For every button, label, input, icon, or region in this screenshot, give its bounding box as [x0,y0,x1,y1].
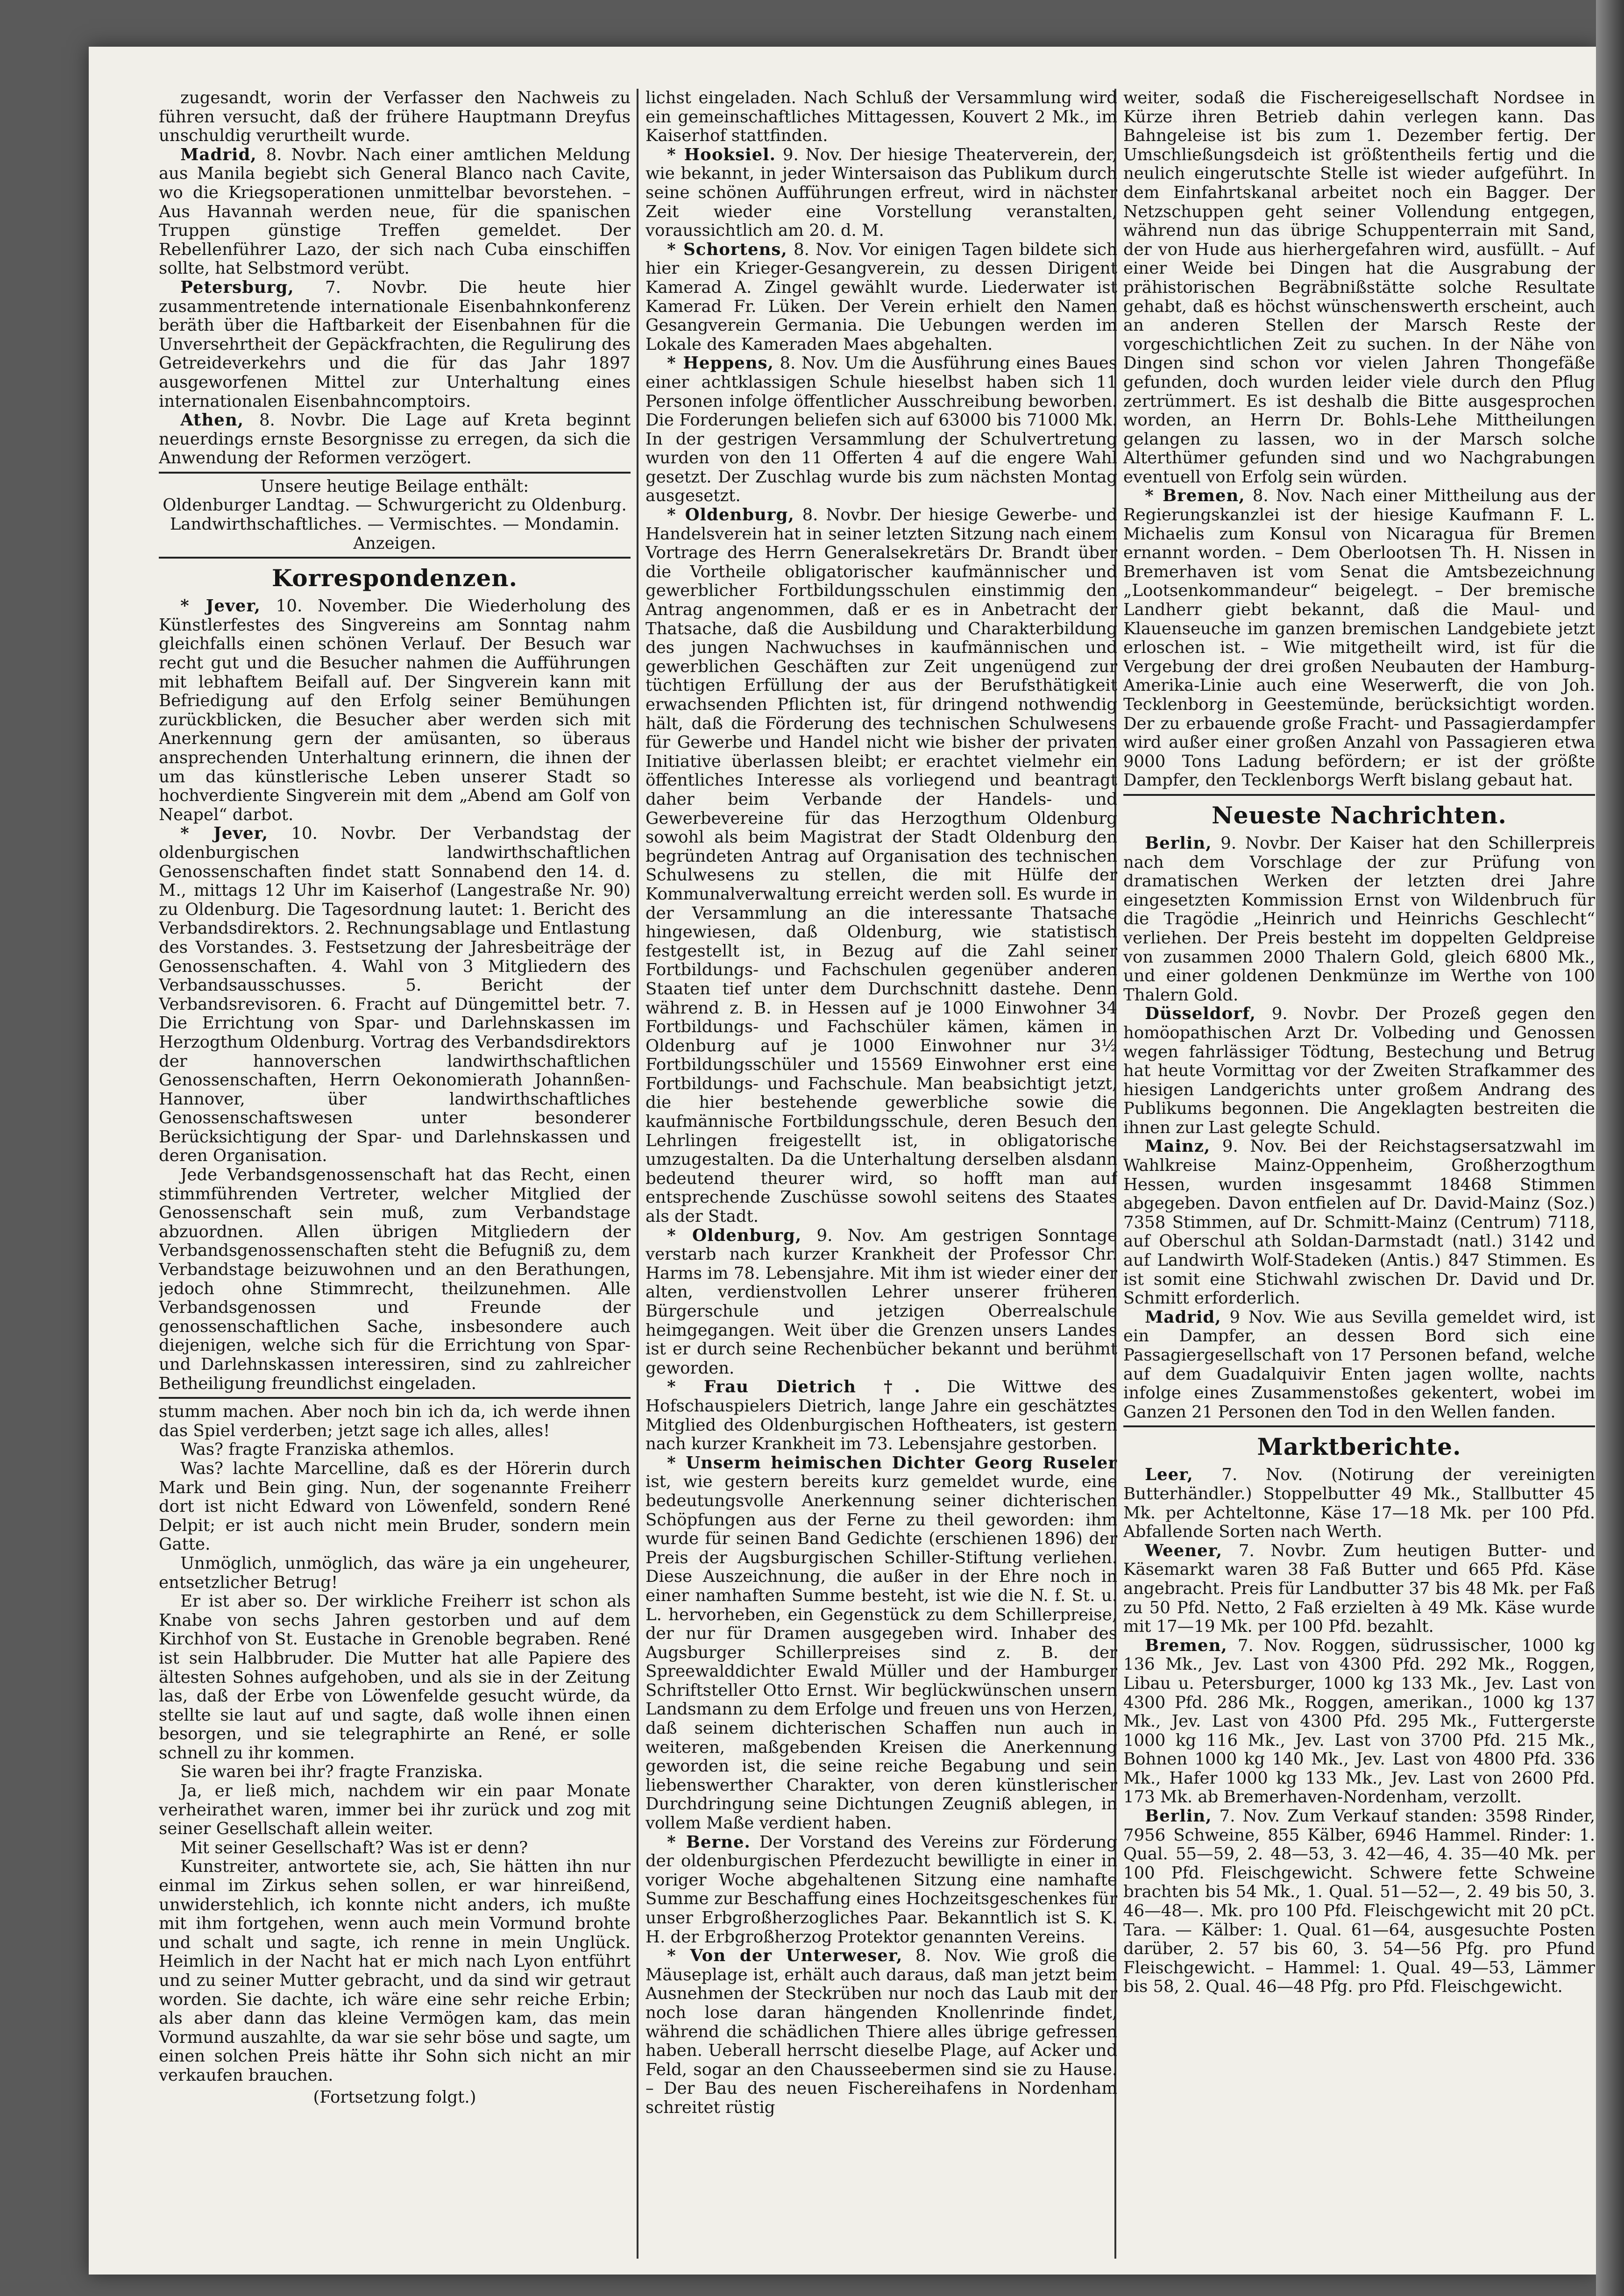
dateline: Berlin, [1145,1807,1212,1826]
article-paragraph [159,824,631,1166]
article-paragraph [159,89,631,146]
article-text: 9. Novbr. Der Kaiser hat den Schillerpreis nach dem Vorschlage der zur Prüfung von dramatischen Werken der letzten drei Jahre eingesetzten Kommission Ernst von Wildenbruch für die Tragödie „Heinrich und Heinrichs Geschlecht“ verliehen. Der Preis besteht im doppelten Geldpreise von zusammen 2000 Thalern Gold, gleich 6800 Mk., und einer goldenen Denkmünze im Werthe von 100 Thalern Gold. [1123,833,1595,1005]
article-paragraph [1123,1807,1595,1997]
article-paragraph [159,1857,631,2085]
page-edge-shadow [1596,0,1624,2296]
article-text: weiter, sodaß die Fischereigesellschaft Nordsee in Kürze ihren Betrieb dahin verlegen kann. Das Bahngeleise ist bis zum 1. Dezember fertig. Der Umschließungsdeich ist größtentheils fertig und die neulich eingerutschte Stelle ist wieder aufgeführt. In dem Einfahrtskanal arbeitet noch ein Bagger. Der Netzschuppen geht seiner Vollendung entgegen, während nun das übrige Schuppenterrain mit Sand, der von Hude aus hierhergefahren wird, ausfüllt. – Auf einer Weide bei Dingen hat die Ausgrabung der prähistorischen Begräbnißstätte solche Resultate gehabt, daß es höchst wünschenswerth erscheint, auch an anderen Stellen der Marsch Reste der vorgeschichtlichen Zeit zu suchen. In der Nähe von Dingen sind schon vor vielen Jahren Thongefäße gefunden, doch wurden leider viele durch den Pflug zertrümmert. Es ist deshalb die Bitte ausgesprochen worden, an Herrn Dr. Bohls-Lehe Mittheilungen gelangen zu lassen, wo in der Marsch solche Alterthümer gefunden sind und wo Nachgrabungen eventuell von Erfolg sein würden. [1123,89,1595,487]
dateline: * Hooksiel. [667,145,776,164]
section-heading-korrespondenzen: Korrespondenzen. [271,564,518,592]
article-paragraph [645,241,1117,354]
article-paragraph [159,1839,631,1858]
article-paragraph [1123,1542,1595,1637]
article-text: 7. Nov. (Notirung der vereinigten Butterhändler.) Stoppelbutter 49 Mk., Stallbutter 45 Mk. per Achteltonne, Käse 17—18 Mk. per 100 Pfd. Abfallende Sorten nach Werth. [1123,1465,1595,1542]
article-paragraph [1123,1005,1595,1137]
article-text: Die Wittwe des Hofschauspielers Dietrich, lange Jahre ein geschätztes Mitglied des Oldenburgischen Hoftheaters, ist gestern nach kurzer Krankheit im 73. Lebensjahre gestorben. [645,1377,1117,1454]
article-paragraph [159,278,631,411]
correspondence-list [159,597,631,1393]
article-text: 9 Nov. Wie aus Sevilla gemeldet wird, ist ein Dampfer, an dessen Bord sich eine Passagiergesellschaft von 17 Personen befand, welche auf dem Guadalquivir Enten jagen wollte, nachts infolge eines Zusammenstoßes gekentert, wobei im Ganzen 21 Personen den Tod in den Wellen fanden. [1123,1307,1595,1422]
dateline: Madrid, [180,145,257,164]
article-text: 8. Nov. Um die Ausführung eines Baues einer achtklassigen Schule hieselbst haben sich 11 Personen infolge öffentlicher Ausschreibung beworben. Die Forderungen beliefen sich auf 63000 bis 71000 Mk. In der gestrigen Versammlung der Schulvertretung wurden von den 11 Offerten 4 auf die engere Wahl gesetzt. Der Zuschlag wurde bis zum nächsten Montag ausgesetzt. [645,354,1117,506]
dateline: Athen, [180,411,244,430]
article-paragraph [1123,487,1595,790]
article-text: Mit seiner Gesellschaft? Was ist er denn? [180,1838,528,1857]
dateline: * Bremen, [1145,486,1245,506]
dateline: Petersburg, [180,277,294,297]
divider [1123,794,1595,796]
article-text: 8. Novbr. Nach einer amtlichen Meldung aus Manila begiebt sich General Blanco nach Cavite, wo die Kriegsoperationen unmittelbar bevorstehen. – Aus Havannah werden neue, für die spanischen Truppen günstige Treffen gemeldet. Der Rebellenführer Lazo, der sich nach Cuba einschiffen sollte, hat Selbstmord verübt. [159,145,631,278]
divider [159,557,631,559]
dateline: Mainz, [1145,1137,1211,1156]
feuilleton-divider [159,1397,631,1399]
dateline: * Heppens, [667,354,774,373]
article-text: Er ist aber so. Der wirkliche Freiherr ist schon als Knabe von sechs Jahren gestorben und auf dem Kirchhof von St. Eustache in Grenoble begraben. René ist sein Halbbruder. Die Mutter hat alle Papiere des ältesten Sohnes aufgehoben, und als sie in der Zeitung las, daß der Erbe von Löwenfelde gesucht würde, da stellte sie laut auf und sagte, daß wolle ihnen einen besorgen, und sie telegraphirte an René, er solle schnell zu ihr kommen. [159,1592,631,1763]
dateline: Bremen, [1145,1636,1227,1655]
article-paragraph [1123,1637,1595,1807]
market-list [1123,1466,1595,1997]
article-paragraph [645,146,1117,241]
column-2 [645,89,1117,2259]
article-paragraph [645,1454,1117,1833]
article-paragraph [645,1378,1117,1453]
dateline: * Jever, [180,596,261,616]
column-1 [159,89,631,2259]
article-paragraph [159,1763,631,1782]
news-list [1123,834,1595,1422]
article-paragraph [159,1592,631,1763]
article-text: 8. Novbr. Die Lage auf Kreta beginnt neuerdings ernste Besorgnisse zu erregen, da sich die Anwendung der Reformen verzögert. [159,411,631,468]
column-rule-1 [637,89,638,2259]
dateline: * Berne. [667,1832,751,1852]
dateline: * Frau Dietrich †. [667,1377,921,1397]
section-heading-marktberichte: Marktberichte. [1257,1433,1461,1461]
article-text: Kunstreiter, antwortete sie, ach, Sie hätten ihn nur einmal im Zirkus sehen sollen, er war hinreißend, unwiderstehlich, ich konnte nicht anders, ich mußte mit ihm fortgehen, wenn auch mein Vormund brohte und schalt und sagte, ich renne in mein Unglück. Heimlich in der Nacht hat er mich nach Lyon entführt und zu seiner Mutter gebracht, und da sind wir getraut worden. Sie dachte, ich wäre eine sehr reiche Erbin; als aber dann das kleine Vermögen kam, das mein Vormund auszahlte, da war sie sehr böse und sagte, um einen solchen Preis hätte ihr Sohn sich nicht an mir verkaufen brauchen. [159,1857,631,2085]
article-paragraph [159,1554,631,1592]
article-text: 9. Novbr. Der Prozeß gegen den homöopathischen Arzt Dr. Volbeding und Genossen wegen fahrlässiger Tödtung, Bestechung und Betrug hat heute Vormittag vor der Zweiten Strafkammer des hiesigen Landgerichts unter großem Andrang des Publikums begonnen. Die Angeklagten bestreiten die ihnen zur Last gelegte Schuld. [1123,1004,1595,1137]
article-paragraph [645,506,1117,1226]
article-paragraph [1123,1137,1595,1308]
article-paragraph [159,1403,631,1440]
article-text: lichst eingeladen. Nach Schluß der Versammlung wird ein gemeinschaftliches Mittagessen, Kouvert 2 Mk., im Kaiserhof stattfinden. [645,89,1117,146]
divider [1123,1425,1595,1427]
article-text: 9. Nov. Der hiesige Theaterverein, der, wie bekannt, in jeder Wintersaison das Publikum durch seine schönen Aufführungen erfreut, wird in nächster Zeit wieder eine Vorstellung veranstalten, voraussichtlich am 20. d. M. [645,145,1117,241]
column-3 [1123,89,1595,2259]
fortsetzung-note: (Fortsetzung folgt.) [313,2087,476,2107]
article-paragraph [645,1947,1117,2117]
article-text: 8. Nov. Wie groß die Mäuseplage ist, erhält auch daraus, daß man jetzt beim Ausnehmen der Steckrüben nur noch das Laub mit der noch lose daran hängenden Knollenrinde findet, während die schädlichen Thiere alles übrige gefressen haben. Ueberall herrscht dieselbe Plage, auf Acker und Feld, sogar an den Chausseebermen sind sie zu Hause. – Der Bau des neuen Fischereihafens in Nordenham schreitet rüstig [645,1946,1117,2117]
dateline: * Von der Unterweser, [667,1946,903,1966]
article-paragraph [1123,834,1595,1005]
article-paragraph [1123,89,1595,487]
article-text: 7. Nov. Zum Verkauf standen: 3598 Rinder, 7956 Schweine, 855 Kälber, 6946 Hammel. Rinder: 1. Qual. 55—59, 2. 48—53, 3. 42—46, 4. 35—40 Mk. per 100 Pfd. Fleischgewicht. Schwere fette Schweine brachten bis 54 Mk., 1. Qual. 51—52—, 2. 49 bis 50, 3. 46—48—. Mk. pro 100 Pfd. Fleischgewicht mit 20 pCt. Tara. — Kälber: 1. Qual. 61—64, ausgesuchte Posten darüber, 2. 57 bis 60, 3. 54—56 Pfg. pro Pfund Fleischgewicht. – Hammel: 1. Qual. 49—53, Lämmer bis 58, 2. Qual. 46—48 Pfg. pro Pfd. Fleischgewicht. [1123,1807,1595,1997]
dateline: * Jever, [180,824,269,843]
divider [159,472,631,474]
article-text: Jede Verbandsgenossenschaft hat das Recht, einen stimmführenden Vertreter, welcher Mitglied der Genossenschaft sein muß, zum Verbandstage abzuordnen. Allen übrigen Mitgliedern der Verbandsgenossenschaften steht die Befugniß zu, dem Verbandstage beizuwohnen und an den Berathungen, jedoch ohne Stimmrecht, theilzunehmen. Alle Verbandsgenossen und Freunde der genossenschaftlichen Sache, insbesondere auch diejenigen, welche sich für die Errichtung von Spar- und Darlehnskassen interessiren, sind zu zahlreicher Betheiligung freundlichst eingeladen. [159,1165,631,1393]
dateline: Weener, [1145,1541,1223,1560]
article-text: Was? fragte Franziska athemlos. [180,1440,454,1460]
dateline: * Unserm heimischen Dichter Georg Ruseler [667,1453,1117,1473]
article-text: ist, wie gestern bereits kurz gemeldet wurde, eine bedeutungsvolle Anerkennung seiner dichterischen Schöpfungen aus der Ferne zu theil geworden: ihm wurde für seinen Band Gedichte (erschienen 1896) der Preis der Augsburgischen Schiller-Stiftung verliehen. Diese Auszeichnung, die außer in der Ehre noch in einer namhaften Summe besteht, ist wie die N. f. St. u. L. hervorheben, ein Gegenstück zu dem Schillerpreise, der nur für Dramen ausgegeben wird. Inhaber des Augsburger Schillerpreises sind z. B. der Spreewalddichter Ewald Müller und der Hamburger Schriftsteller Otto Ernst. Wir beglückwünschen unsern Landsmann zu dem Erfolge und freuen uns von Herzen, daß seinem dichterischen Schaffen nun auch in weiteren, maßgebenden Kreisen die Anerkennung geworden ist, die seine reiche Begabung und sein liebenswerther Charakter, von deren künstlerischer Durchdringung seine Dichtungen Zeugniß ablegen, in vollem Maße verdient haben. [645,1472,1117,1833]
dateline: Düsseldorf, [1145,1004,1256,1024]
feuilleton [159,1403,631,2085]
article-text: Der Vorstand des Vereins zur Förderung der oldenburgischen Pferdezucht bewilligte in einer in voriger Woche abgehaltenen Sitzung eine namhafte Summe zur Beschaffung eines Hochzeitsgeschenkes für unser Erbgroßherzogliches Paar. Bekanntlich ist S. K. H. der Erbgroßherzog Protektor genannten Vereins. [645,1832,1117,1947]
article-text: 8. Nov. Nach einer Mittheilung aus der Regierungskanzlei ist der hiesige Kaufmann F. L. Michaelis zum Konsul von Nicaragua für Bremen ernannt worden. – Dem Oberlootsen Th. H. Nissen in Bremerhaven ist vom Senat die Amtsbezeichnung „Lootsenkommandeur“ beigelegt. – Der bremische Landherr giebt bekannt, daß die Maul- und Klauenseuche im ganzen bremischen Landgebiete jetzt erloschen ist. – Wie mitgetheilt wird, ist für die Vergebung der drei großen Neubauten der Hamburg-Amerika-Linie auch eine Weserwerft, die von Joh. Tecklenborg in Geestemünde, berücksichtigt worden. Der zu erbauende große Fracht- und Passagierdampfer wird außer einer großen Anzahl von Passagieren etwa 9000 Tons Ladung befördern; er ist der größte Dampfer, den Tecklenborgs Werft bislang gebaut hat. [1123,486,1595,790]
article-paragraph [159,411,631,468]
article-paragraph [1123,1466,1595,1541]
article-text: 9. Nov. Am gestrigen Sonntage verstarb nach kurzer Krankheit der Professor Chr. Harms im 78. Lebensjahre. Mit ihm ist wieder einer der alten, verdienstvollen Lehrer unserer früheren Bürgerschule und jetzigen Oberrealschule heimgegangen. Weit über die Grenzen unsers Landes ist er durch seine Rechenbücher bekannt und berühmt geworden. [645,1226,1117,1378]
article-text: Ja, er ließ mich, nachdem wir ein paar Monate verheirathet waren, immer bei ihr zurück und zog mit seiner Gesellschaft allein weiter. [159,1781,631,1839]
article-text: 10. Novbr. Der Verbandstag der oldenburgischen landwirthschaftlichen Genossenschaften findet statt Sonnabend den 14. d. M., mittags 12 Uhr im Kaiserhof (Langestraße Nr. 90) zu Oldenburg. Die Tagesordnung lautet: 1. Bericht des Verbandsdirektors. 2. Rechnungsablage und Entlastung des Vorstandes. 3. Festsetzung der Jahresbeiträge der Genossenschaften. 4. Wahl von 3 Mitgliedern des Verbandsausschusses. 5. Bericht der Verbandsrevisoren. 6. Fracht auf Düngemittel betr. 7. Die Errichtung von Spar- und Darlehnskassen im Herzogthum Oldenburg. Vortrag des Verbandsdirektors der hannoverschen landwirthschaftlichen Genossenschaften, Herrn Oekonomierath Johannßen-Hannover, über landwirthschaftliches Genossenschaftswesen unter besonderer Berücksichtigung der Spar- und Darlehnskassen und deren Organisation. [159,824,631,1166]
article-text: 10. November. Die Wiederholung des Künstlerfestes des Singvereins am Sonntag nahm gleichfalls einen schönen Verlauf. Der Besuch war recht gut und die Besucher nahmen die Aufführungen mit lebhaftem Beifall auf. Der Singverein kann mit Befriedigung auf den Erfolg seiner Bemühungen zurückblicken, die Besucher aber werden sich mit Anerkennung gern der amüsanten, so überaus ansprechenden Unterhaltung erinnern, die ihnen der um das künstlerische Leben unserer Stadt so hochverdiente Singverein mit dem „Abend am Golf von Neapel“ darbot. [159,596,631,824]
article-text: 7. Nov. Roggen, südrussischer, 1000 kg 136 Mk., Jev. Last von 4300 Pfd. 292 Mk., Roggen, Libau u. Petersburger, 1000 kg 133 Mk., Jev. Last von 4300 Pfd. 286 Mk., Roggen, amerikan., 1000 kg 137 Mk., Jev. Last von 4300 Pfd. 295 Mk., Futtergerste 1000 kg 116 Mk., Jev. Last von 3700 Pfd. 215 Mk., Bohnen 1000 kg 140 Mk., Jev. Last von 4800 Pfd. 336 Mk., Hafer 1000 kg 133 Mk., Jev. Last von 2600 Pfd. 173 Mk. ab Bremerhaven-Nordenham, verzollt. [1123,1636,1595,1807]
dateline: Berlin, [1145,833,1212,853]
article-text: zugesandt, worin der Verfasser den Nachweis zu führen versucht, daß der frühere Hauptmann Dreyfus unschuldig verurtheilt wurde. [159,89,631,146]
correspondence-list-end [1123,89,1595,790]
beilage-contents: Oldenburger Landtag. — Schwurgericht zu Oldenburg. Landwirthschaftliches. — Vermischtes. — Mondamin. Anzeigen. [163,496,627,553]
beilage-title: Unsere heutige Beilage enthält: [260,476,529,496]
article-text: 9. Nov. Bei der Reichstagsersatzwahl im Wahlkreise Mainz-Oppenheim, Großherzogthum Hessen, wurden insgesammt 18468 Stimmen abgegeben. Davon entfielen auf Dr. David-Mainz (Soz.) 7358 Stimmen, auf Dr. Schmitt-Mainz (Centrum) 7118, auf Oberschul ath Soldan-Darmstadt (natl.) 3142 und auf Landwirth Wolf-Stadeken (Antis.) 847 Stimmen. Es ist somit eine Stichwahl zwischen Dr. David und Dr. Schmitt erforderlich. [1123,1137,1595,1308]
article-paragraph [645,89,1117,146]
article-text: 7. Novbr. Die heute hier zusammentretende internationale Eisenbahnkonferenz beräth über die Haftbarkeit der Eisenbahnen für die Unversehrtheit der Gepäckfrachten, die Regulirung des Getreideverkehrs und die für das Jahr 1897 ausgeworfenen Mittel zur Unterhaltung eines internationalen Eisenbahncomptoirs. [159,277,631,411]
article-paragraph [159,146,631,278]
article-text: 8. Nov. Vor einigen Tagen bildete sich hier ein Krieger-Gesangverein, zu dessen Dirigent Kamerad A. Zingel gewählt wurde. Liederwater ist Kamerad Fr. Lüken. Der Verein erhielt den Namen Gesangverein Germania. Die Uebungen werden im Lokale des Kameraden Maes abgehalten. [645,240,1117,354]
article-paragraph [159,597,631,824]
article-paragraph [645,1226,1117,1378]
article-text: 8. Novbr. Der hiesige Gewerbe- und Handelsverein hat in seiner letzten Sitzung nach einem Vortrage des Herrn Generalsekretärs Dr. Brandt über die Vortheile obligatorischer kaufmännischer und gewerblicher Fortbildungsschulen einstimmig den Antrag angenommen, daß er es in Anbetracht der Thatsache, daß die Ausbildung und Charakterbildung des jungen Nachwuchses in kaufmännischen und gewerblichen Geschäften zur Zeit ungenügend zur tüchtigen Erfüllung der aus der Berufsthätigkeit erwachsenden Pflichten ist, für dringend nothwendig hält, daß die Förderung des technischen Schulwesens für Gewerbe und Handel nicht wie bisher der privaten Initiative überlassen bleibt; er erachtet vielmehr ein öffentliches Interesse als vorliegend und beantragt daher beim Verbande der Handels- und Gewerbevereine für das Herzogthum Oldenburg sowohl als beim Magistrat der Stadt Oldenburg den begründeten Antrag auf Organisation des technischen Schulwesens zu stellen, die mit Hülfe der Kommunalverwaltung erreicht werden soll. Es wurde in der Versammlung an die interessante Thatsache hingewiesen, daß Oldenburg, wie statistisch festgestellt ist, in Bezug auf die Zahl seiner Fortbildungs- und Fachschulen gegenüber anderen Staaten tief unter dem Durchschnitt dastehe. Denn während z. B. in Hessen auf je 1000 Einwohner 34 Fortbildungs- und Fachschüler kämen, kämen in Oldenburg auf je 1000 Einwohner nur 3½ Fortbildungsschüler und 15569 Einwohner erst eine Fortbildungs- und Fachschule. Man beabsichtigt jetzt, die hier bestehende gewerbliche sowie die kaufmännische Fortbildungsschule, deren Besuch den Lehrlingen freigestellt ist, in obligatorische umzugestalten. Da die Unterhaltung derselben alsdann bedeutend theurer wird, so hofft man auf entsprechende Zuschüsse sowohl seitens des Staates als der Stadt. [645,505,1117,1226]
section-heading-neueste-nachrichten: Neueste Nachrichten. [1212,801,1507,829]
article-paragraph [1123,1308,1595,1422]
dateline: * Schortens, [667,240,787,259]
article-text: 7. Novbr. Zum heutigen Butter- und Käsemarkt waren 38 Faß Butter und 665 Pfd. Käse angebracht. Preis für Landbutter 37 bis 48 Mk. per Faß zu 50 Pfd. Netto, 2 Faß erzielten à 49 Mk. Käse wurde mit 17—19 Mk. per 100 Pfd. bezahlt. [1123,1541,1595,1637]
dateline: Madrid, [1145,1307,1221,1327]
article-text: stumm machen. Aber noch bin ich da, ich werde ihnen das Spiel verderben; jetzt sage ich alles, alles! [159,1402,631,1440]
dispatches-top [159,89,631,468]
article-paragraph [159,1460,631,1554]
correspondence-list-continued [645,89,1117,2118]
article-text: Was? lachte Marcelline, daß es der Hörerin durch Mark und Bein ging. Nun, der sogenannte Freiherr dort ist nicht Edward von Löwenfeld, sondern René Delpit; er ist auch nicht mein Bruder, sondern mein Gatte. [159,1459,631,1554]
article-paragraph [159,1166,631,1393]
article-paragraph [645,354,1117,506]
dateline: * Oldenburg, [667,505,794,525]
article-paragraph [159,1440,631,1460]
article-paragraph [159,1782,631,1839]
dateline: Leer, [1145,1465,1193,1485]
article-paragraph [645,1833,1117,1947]
article-text: Unmöglich, unmöglich, das wäre ja ein ungeheurer, entsetzlicher Betrug! [159,1553,631,1592]
article-text: Sie waren bei ihr? fragte Franziska. [180,1762,483,1782]
dateline: * Oldenburg, [667,1226,802,1245]
